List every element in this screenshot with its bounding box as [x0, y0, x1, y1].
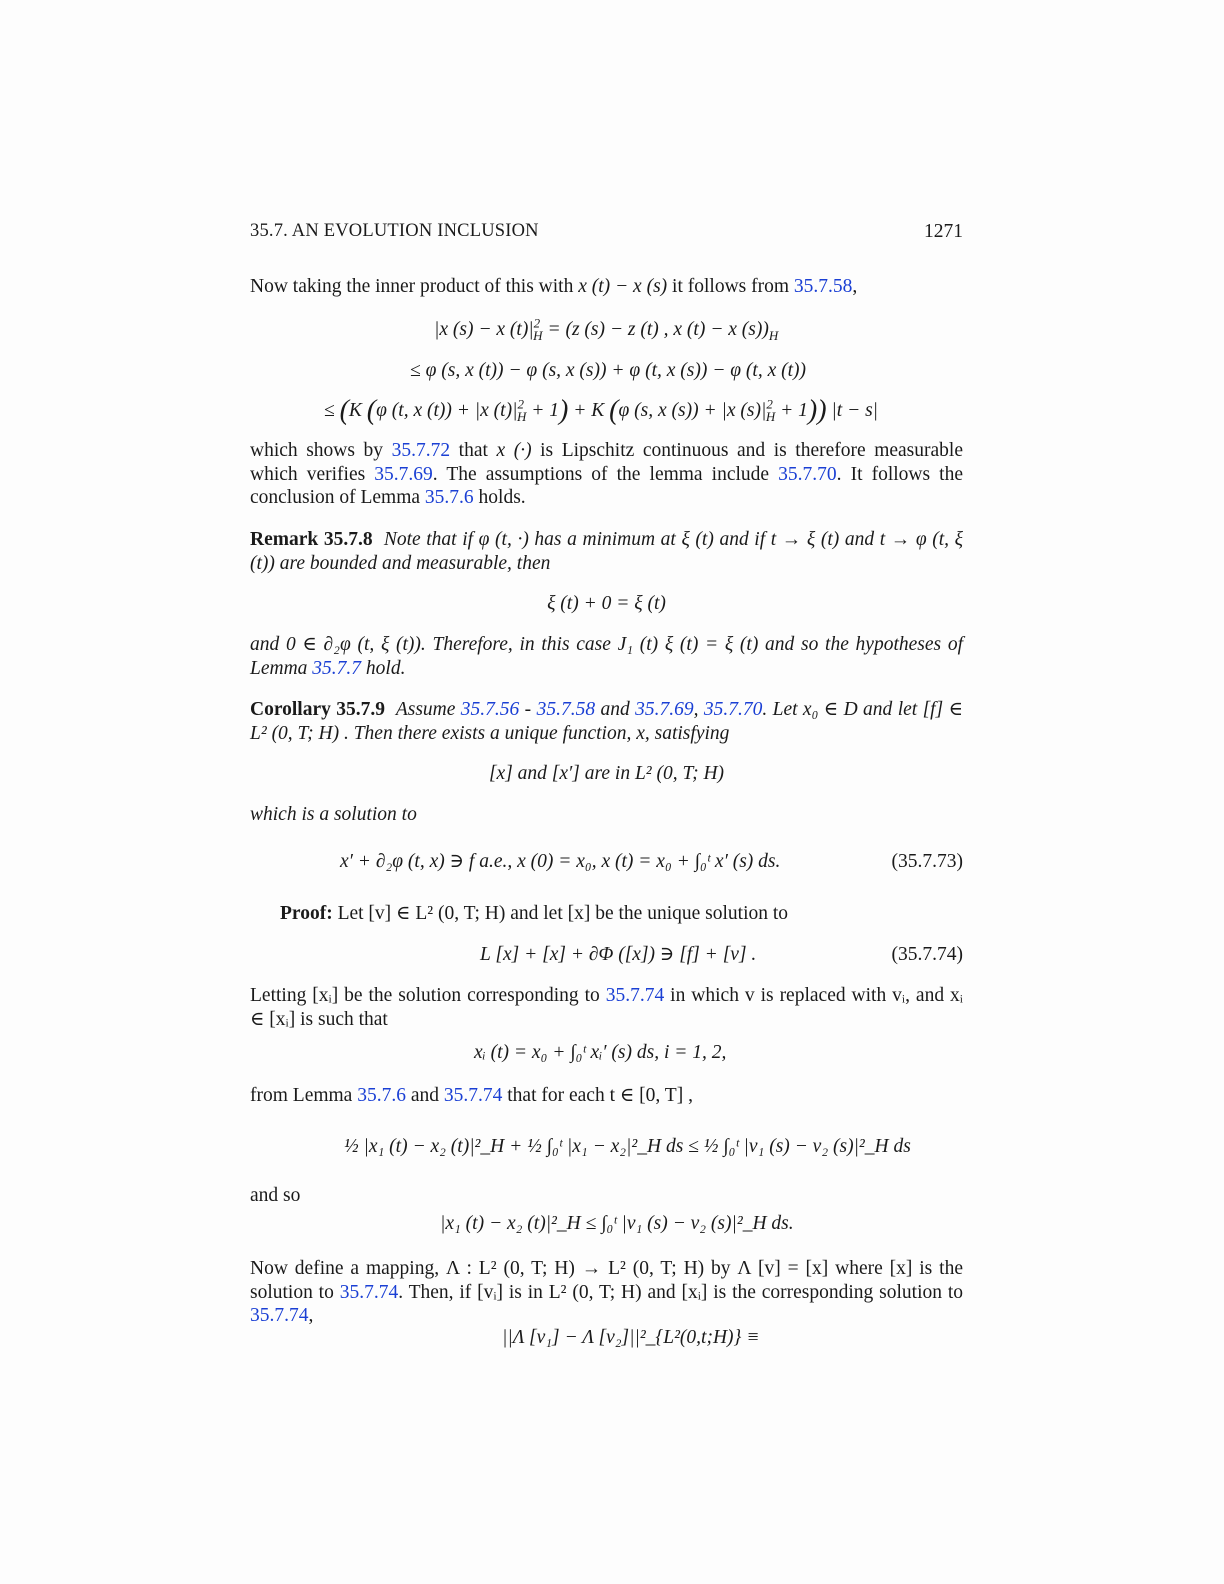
paragraph-letting — [250, 984, 963, 1031]
equation-link[interactable]: 35.7.69 — [635, 699, 694, 720]
remark-continued — [250, 633, 963, 680]
remark — [250, 528, 963, 575]
and-so — [250, 1184, 963, 1208]
math-display: [x] and [x′] are in L² (0, T; H) — [488, 763, 725, 784]
lemma-link[interactable]: 35.7.6 — [424, 487, 474, 508]
equation-number: (35.7.73) — [891, 851, 963, 872]
equation-link[interactable]: 35.7.74 — [339, 1281, 399, 1303]
lemma-link[interactable]: 35.7.6 — [357, 1085, 406, 1106]
text: that — [450, 440, 497, 461]
remark-text: hold. — [361, 657, 406, 679]
paragraph-from-lemma — [250, 1084, 963, 1108]
text: which is a solution to — [250, 804, 417, 825]
text: from Lemma — [250, 1085, 358, 1106]
text: in which v is replaced with vᵢ, and xᵢ ∈ [xᵢ] is such that — [250, 985, 963, 1030]
remark-text: Note that if φ (t, ·) has a minimum at ξ (t) and if t → ξ (t) and t → φ (t, ξ (t)) are bounded and measurable, then — [250, 529, 964, 574]
text: and so — [250, 1185, 301, 1206]
text: , — [693, 699, 704, 720]
running-header — [250, 220, 963, 244]
xi-equation — [474, 1041, 726, 1065]
paragraph-define-mapping — [250, 1257, 963, 1328]
text: and — [595, 699, 636, 720]
equation-link[interactable]: 35.7.74 — [443, 1085, 503, 1106]
inequality-1 — [344, 1135, 911, 1159]
corollary-which — [250, 803, 963, 827]
section-title: 35.7. AN EVOLUTION INCLUSION — [250, 221, 539, 241]
math-display: ξ (t) + 0 = ξ (t) — [547, 593, 666, 614]
text: Now taking the inner product of this with — [250, 276, 579, 297]
text: it follows from — [667, 276, 794, 297]
final-equation — [502, 1326, 759, 1350]
math-inline: x (t) − x (s) — [578, 276, 668, 297]
text: - — [519, 699, 537, 720]
equation-link[interactable]: 35.7.74 — [605, 985, 665, 1006]
equation-line-2: ≤ φ (s, x (t)) − φ (s, x (s)) + φ (t, x (s)) − φ (t, x (t)) — [410, 360, 806, 381]
remark-text: and 0 ∈ ∂₂φ (t, ξ (t)). Therefore, in this case J₁ (t) ξ (t) = ξ (t) and so the hypotheses of Lemma — [250, 634, 963, 679]
text: Let [v] ∈ L² (0, T; H) and let [x] be the unique solution to — [332, 903, 789, 924]
text: , — [308, 1305, 314, 1326]
proof-start — [280, 902, 963, 926]
math-display: ||Λ [v₁] − Λ [v₂]||²_{L²(0,t;H)} ≡ — [502, 1327, 760, 1348]
page-number: 1271 — [924, 221, 963, 242]
math-display: |x₁ (t) − x₂ (t)|²_H ≤ ∫₀ᵗ |v₁ (s) − v₂ (s)|²_H ds. — [440, 1213, 794, 1234]
math-display: ½ |x₁ (t) − x₂ (t)|²_H + ½ ∫₀ᵗ |x₁ − x₂|²_H ds ≤ ½ ∫₀ᵗ |v₁ (s) − v₂ (s)|²_H ds — [344, 1136, 911, 1157]
math-inline: x (·) — [496, 440, 532, 461]
text: which shows by — [250, 440, 392, 461]
math-display: xᵢ (t) = x₀ + ∫₀ᵗ xᵢ′ (s) ds, i = 1, 2, — [474, 1042, 727, 1063]
math-display: x′ + ∂₂φ (t, x) ∋ f a.e., x (0) = x₀, x (t) = x₀ + ∫₀ᵗ x′ (s) ds. — [340, 851, 781, 872]
text: Letting [xᵢ] be the solution corresponding to — [250, 985, 606, 1006]
lemma-link[interactable]: 35.7.7 — [312, 657, 362, 679]
text: Now define a mapping, Λ : L² (0, T; H) → L² (0, T; H) by Λ [v] = [x] where [x] is the solution to — [250, 1258, 963, 1303]
paragraph-lipschitz — [250, 439, 963, 510]
text: . Then, if [vᵢ] is in L² (0, T; H) and [xᵢ] is the corresponding solution to — [398, 1281, 963, 1303]
equation-link[interactable]: 35.7.56 — [460, 699, 520, 720]
text: holds. — [473, 487, 526, 508]
remark-label: Remark 35.7.8 — [250, 529, 373, 550]
text: that for each t ∈ [0, T] , — [502, 1085, 693, 1106]
text: and — [405, 1085, 444, 1106]
equation-link[interactable]: 35.7.69 — [374, 463, 433, 485]
equation-line-1: |x (s) − x $(t)|^2_H = (z$ (s) − z (t) , x (t) − x $(s))_H$ — [434, 315, 779, 343]
math-display: L [x] + [x] + ∂Φ ([x]) ∋ [f] + [v] . — [480, 944, 757, 965]
equation-link[interactable]: 35.7.70 — [703, 699, 763, 720]
text: . Let x₀ ∈ D and let [f] ∈ L² (0, T; H) . Then there exists a unique function, x, satisfying — [250, 699, 963, 744]
equation-link[interactable]: 35.7.74 — [250, 1305, 309, 1326]
equation-link[interactable]: 35.7.58 — [793, 276, 853, 297]
paragraph-intro — [250, 275, 963, 299]
corollary-label: Corollary 35.7.9 — [250, 699, 386, 720]
equation-link[interactable]: 35.7.72 — [391, 440, 451, 461]
text: is Lipschitz continuous and is therefore measurable which verifies — [250, 440, 963, 485]
corollary — [250, 698, 963, 745]
text: , — [852, 276, 858, 297]
inequality-2 — [440, 1212, 794, 1236]
text: . The assumptions of the lemma include — [432, 463, 779, 485]
text: . It follows the conclusion of Lemma — [250, 463, 964, 508]
equation-link[interactable]: 35.7.58 — [536, 699, 596, 720]
remark-equation — [250, 592, 963, 616]
proof-label: Proof: — [280, 903, 333, 924]
equation-number: (35.7.74) — [891, 944, 963, 965]
equation-line-3: ≤ (K (φ (t, x (t)) + |x $(t)|^2_H + 1) + K$ (φ (s, x (s)) + |x $(s)|^2_H + 1$)) |t − s| — [324, 395, 879, 426]
corollary-equation — [250, 762, 963, 786]
equation-link[interactable]: 35.7.70 — [778, 463, 837, 485]
text: Assume — [395, 699, 461, 720]
